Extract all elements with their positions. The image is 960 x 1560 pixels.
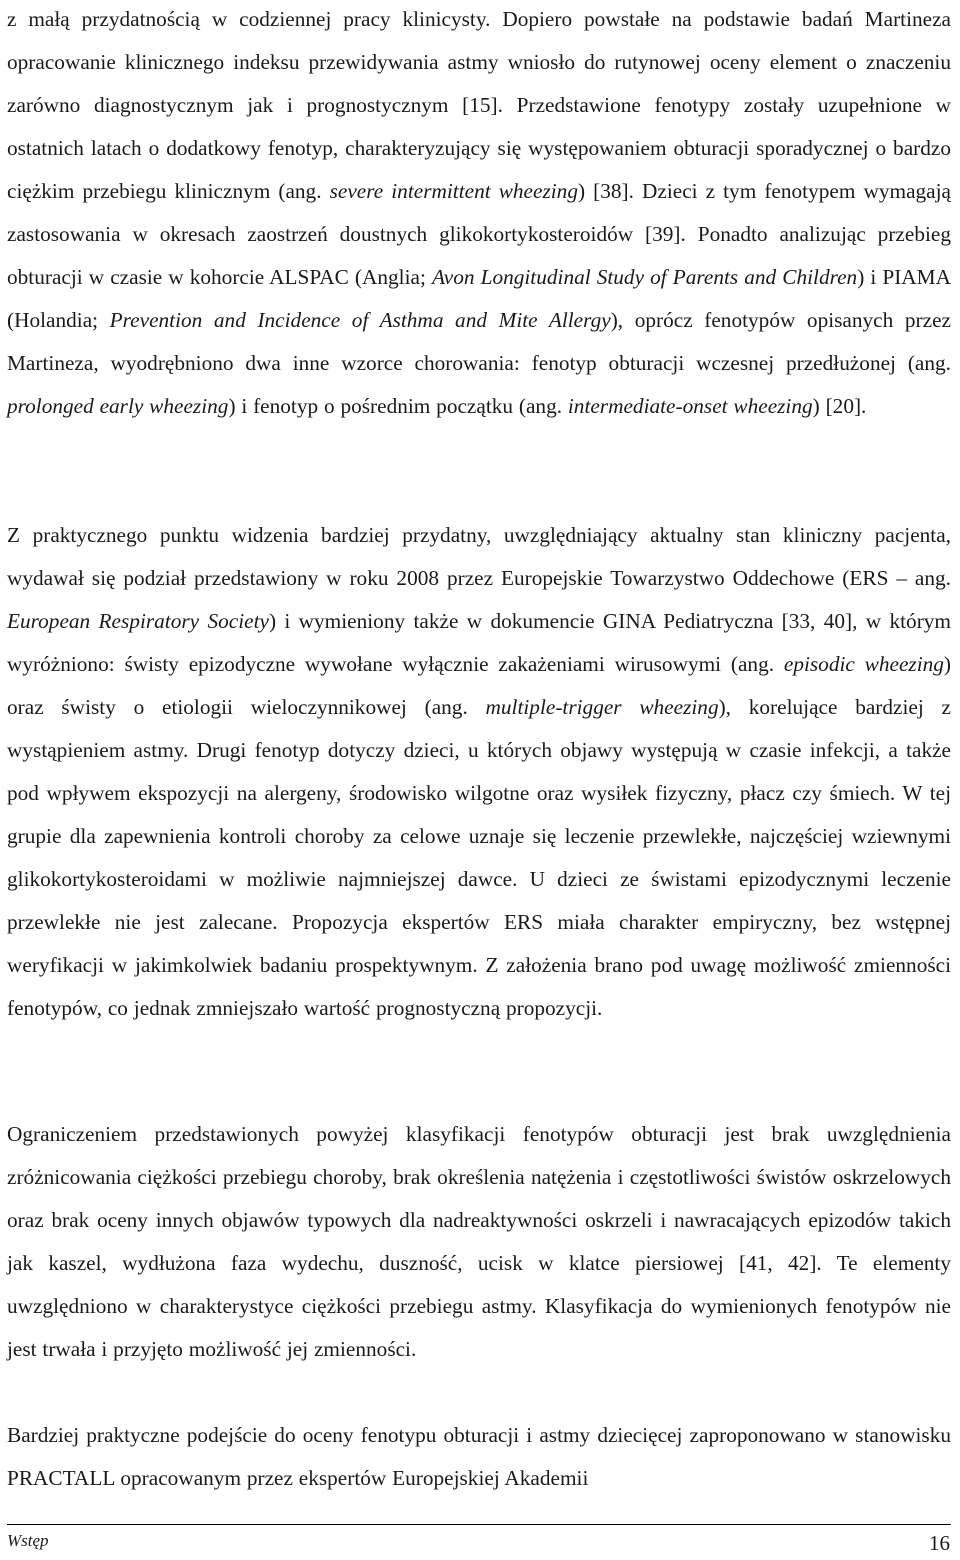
text-run: ), korelujące bardziej z wystąpieniem astmy. Drugi fenotyp dotyczy dzieci, u których objawy występują w czasie infekcji, a także pod wpływem ekspozycji na alergeny, środowisko wilgotne oraz wysiłek fizyczny, płacz czy śmiech. W tej grupie dla zapewnienia kontroli choroby za celowe uznaje się leczenie przewlekłe, najczęściej wziewnymi glikokortykosteroidami w możliwie najmniejszej dawce. U dzieci ze świstami epizodycznymi leczenie przewlekłe nie jest zalecane. Propozycja ekspertów ERS miała charakter empiryczny, bez wstępnej weryfikacji w jakimkolwiek badaniu prospektywnym. Z założenia brano pod uwagę możliwość zmienności fenotypów, co jednak zmniejszało wartość prognostyczną propozycji. [7, 695, 951, 1020]
paragraph-3 [7, 1113, 951, 1371]
italic-term: intermediate-onset wheezing [567, 394, 813, 418]
text-run: Bardziej praktyczne podejście do oceny fenotypu obturacji i astmy dziecięcej zaproponowano w stanowisku PRACTALL opracowanym przez ekspertów Europejskiej Akademii [7, 1423, 951, 1490]
italic-term: European Respiratory Society [7, 609, 269, 633]
footer-page-number: 16 [929, 1531, 950, 1555]
footer-section-title: Wstęp [7, 1531, 49, 1550]
italic-term: episodic wheezing [783, 652, 944, 676]
italic-term: Avon Longitudinal Study of Parents and Children [431, 265, 858, 289]
text-run: Ograniczeniem przedstawionych powyżej klasyfikacji fenotypów obturacji jest brak uwzględnienia zróżnicowania ciężkości przebiegu choroby, brak określenia natężenia i częstotliwości świstów oskrzelowych oraz brak oceny innych objawów typowych dla nadreaktywności oskrzeli i nawracających epizodów takich jak kaszel, wydłużona faza wydechu, duszność, ucisk w klatce piersiowej [41, 42]. Te elementy uwzględniono w charakterystyce ciężkości przebiegu astmy. Klasyfikacja do wymienionych fenotypów nie jest trwała i przyjęto możliwość jej zmienności. [7, 1122, 951, 1361]
text-run: ) i PIAMA (Holandia; [7, 265, 951, 332]
paragraph-1 [7, 0, 951, 428]
text-run: ) i fenotyp o pośrednim początku (ang. [228, 394, 568, 418]
footer-divider [7, 1524, 951, 1525]
text-run: z małą przydatnością w codziennej pracy klinicysty. Dopiero powstałe na podstawie badań Martineza opracowanie klinicznego indeksu przewidywania astmy wniosło do rutynowej oceny element o znaczeniu zarówno diagnostycznym jak i prognostycznym [15]. Przedstawione fenotypy zostały uzupełnione w ostatnich latach o dodatkowy fenotyp, charakteryzujący się występowaniem obturacji sporadycznej o bardzo ciężkim przebiegu klinicznym (ang. [7, 7, 951, 203]
italic-term: severe intermittent wheezing [329, 179, 578, 203]
text-run: ), oprócz fenotypów opisanych przez Martineza, wyodrębniono dwa inne wzorce chorowania: fenotyp obturacji wczesnej przedłużonej (ang. [7, 308, 951, 375]
text-run: Z praktycznego punktu widzenia bardziej przydatny, uwzględniający aktualny stan kliniczny pacjenta, wydawał się podział przedstawiony w roku 2008 przez Europejskie Towarzystwo Oddechowe (ERS – ang. [7, 523, 951, 590]
paragraph-4 [7, 1414, 951, 1500]
italic-term: Prevention and Incidence of Asthma and Mite Allergy [109, 308, 611, 332]
italic-term: prolonged early wheezing [7, 394, 229, 418]
text-run: ) i wymieniony także w dokumencie GINA Pediatryczna [33, 40], w którym wyróżniono: świsty epizodyczne wywołane wyłącznie zakażeniami wirusowymi (ang. [7, 609, 951, 676]
text-run: ) [38]. Dzieci z tym fenotypem wymagają zastosowania w okresach zaostrzeń doustnych glikokortykosteroidów [39]. Ponadto analizując przebieg obturacji w czasie w kohorcie ALSPAC (Anglia; [7, 179, 951, 289]
text-run: ) [20]. [812, 394, 867, 418]
paragraph-2 [7, 514, 951, 1030]
italic-term: multiple-trigger wheezing [485, 695, 719, 719]
text-run: ) oraz świsty o etiologii wieloczynnikowej (ang. [7, 652, 952, 719]
